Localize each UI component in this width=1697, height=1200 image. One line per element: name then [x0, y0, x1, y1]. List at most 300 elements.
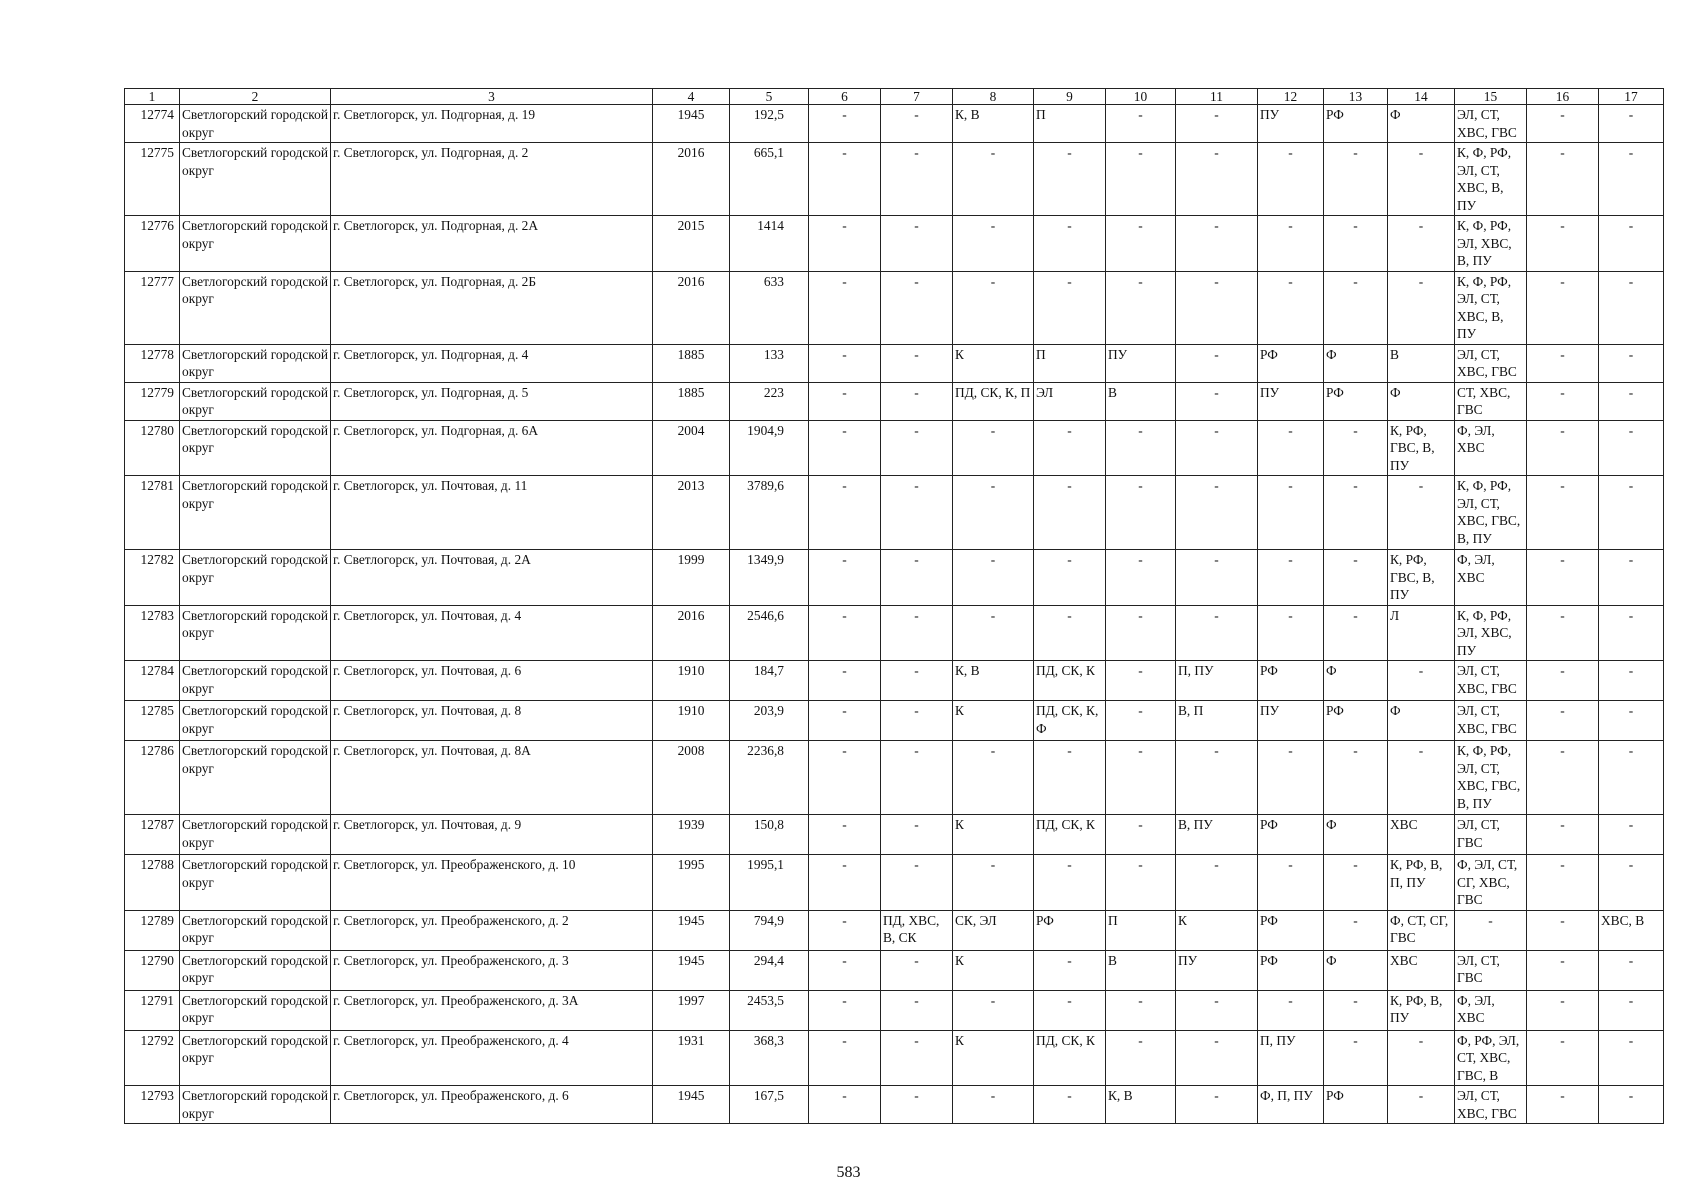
cell-col-16: - — [1527, 420, 1599, 476]
cell-col-1: 12775 — [125, 143, 180, 216]
cell-col-14: - — [1388, 741, 1455, 815]
cell-col-11: - — [1176, 271, 1258, 344]
cell-col-14: К, РФ, ГВС, В, ПУ — [1388, 420, 1455, 476]
cell-col-1: 12793 — [125, 1086, 180, 1124]
cell-col-14: - — [1388, 1030, 1455, 1086]
cell-col-15: К, Ф, РФ, ЭЛ, ХВС, В, ПУ — [1455, 216, 1527, 272]
cell-col-3: г. Светлогорск, ул. Почтовая, д. 6 — [331, 661, 653, 701]
cell-col-11: - — [1176, 550, 1258, 606]
cell-col-15: К, Ф, РФ, ЭЛ, СТ, ХВС, В, ПУ — [1455, 143, 1527, 216]
cell-col-4: 1945 — [653, 950, 730, 990]
cell-col-7: - — [881, 143, 953, 216]
cell-col-17: - — [1599, 105, 1664, 143]
cell-col-13: - — [1324, 741, 1388, 815]
cell-col-1: 12785 — [125, 701, 180, 741]
cell-col-14: К, РФ, ГВС, В, ПУ — [1388, 550, 1455, 606]
cell-col-14: Ф, СТ, СГ, ГВС — [1388, 910, 1455, 950]
table-row — [125, 143, 1664, 216]
cell-col-17: - — [1599, 990, 1664, 1030]
cell-col-10: - — [1106, 143, 1176, 216]
cell-col-17: - — [1599, 216, 1664, 272]
cell-col-16: - — [1527, 990, 1599, 1030]
cell-col-5: 2546,6 — [730, 605, 809, 661]
cell-col-4: 2016 — [653, 143, 730, 216]
cell-col-4: 2008 — [653, 741, 730, 815]
cell-col-6: - — [809, 1030, 881, 1086]
cell-col-5: 133 — [730, 344, 809, 382]
cell-col-16: - — [1527, 701, 1599, 741]
cell-col-8: К, В — [953, 105, 1034, 143]
cell-col-4: 1931 — [653, 1030, 730, 1086]
cell-col-16: - — [1527, 950, 1599, 990]
cell-col-16: - — [1527, 344, 1599, 382]
cell-col-14: Ф — [1388, 105, 1455, 143]
cell-col-12: - — [1258, 990, 1324, 1030]
cell-col-10: - — [1106, 990, 1176, 1030]
cell-col-15: ЭЛ, СТ, ХВС, ГВС — [1455, 344, 1527, 382]
cell-col-16: - — [1527, 1030, 1599, 1086]
cell-col-9: П — [1034, 105, 1106, 143]
cell-col-10: - — [1106, 1030, 1176, 1086]
cell-col-17: - — [1599, 1086, 1664, 1124]
cell-col-3: г. Светлогорск, ул. Подгорная, д. 2Б — [331, 271, 653, 344]
cell-col-4: 1885 — [653, 344, 730, 382]
cell-col-5: 192,5 — [730, 105, 809, 143]
cell-col-3: г. Светлогорск, ул. Почтовая, д. 8А — [331, 741, 653, 815]
cell-col-8: - — [953, 550, 1034, 606]
cell-col-8: К — [953, 1030, 1034, 1086]
cell-col-4: 1885 — [653, 382, 730, 420]
column-number-3: 3 — [331, 89, 653, 105]
cell-col-9: - — [1034, 550, 1106, 606]
cell-col-5: 1995,1 — [730, 855, 809, 911]
cell-col-8: - — [953, 990, 1034, 1030]
column-number-17: 17 — [1599, 89, 1664, 105]
cell-col-1: 12782 — [125, 550, 180, 606]
cell-col-7: - — [881, 476, 953, 550]
column-number-6: 6 — [809, 89, 881, 105]
cell-col-7: - — [881, 216, 953, 272]
cell-col-11: - — [1176, 990, 1258, 1030]
cell-col-12: ПУ — [1258, 105, 1324, 143]
cell-col-12: - — [1258, 550, 1324, 606]
cell-col-7: - — [881, 661, 953, 701]
cell-col-4: 1999 — [653, 550, 730, 606]
cell-col-3: г. Светлогорск, ул. Почтовая, д. 11 — [331, 476, 653, 550]
cell-col-12: ПУ — [1258, 382, 1324, 420]
cell-col-2: Светлогорский городской округ — [180, 1086, 331, 1124]
cell-col-17: - — [1599, 476, 1664, 550]
cell-col-6: - — [809, 105, 881, 143]
cell-col-9: ПД, СК, К, Ф — [1034, 701, 1106, 741]
cell-col-11: К — [1176, 910, 1258, 950]
cell-col-2: Светлогорский городской округ — [180, 741, 331, 815]
housing-table — [124, 88, 1664, 1124]
cell-col-14: - — [1388, 661, 1455, 701]
cell-col-17: ХВС, В — [1599, 910, 1664, 950]
cell-col-9: ПД, СК, К — [1034, 661, 1106, 701]
cell-col-4: 2015 — [653, 216, 730, 272]
cell-col-15: ЭЛ, СТ, ГВС — [1455, 815, 1527, 855]
cell-col-9: - — [1034, 741, 1106, 815]
cell-col-3: г. Светлогорск, ул. Преображенского, д. 3 — [331, 950, 653, 990]
cell-col-2: Светлогорский городской округ — [180, 661, 331, 701]
cell-col-10: ПУ — [1106, 344, 1176, 382]
cell-col-16: - — [1527, 815, 1599, 855]
cell-col-17: - — [1599, 815, 1664, 855]
cell-col-9: - — [1034, 605, 1106, 661]
table-row — [125, 990, 1664, 1030]
cell-col-4: 2013 — [653, 476, 730, 550]
cell-col-7: - — [881, 815, 953, 855]
cell-col-11: В, П — [1176, 701, 1258, 741]
cell-col-16: - — [1527, 105, 1599, 143]
cell-col-4: 1945 — [653, 105, 730, 143]
cell-col-13: - — [1324, 910, 1388, 950]
cell-col-1: 12777 — [125, 271, 180, 344]
cell-col-8: - — [953, 1086, 1034, 1124]
table-row — [125, 476, 1664, 550]
cell-col-11: - — [1176, 143, 1258, 216]
cell-col-9: ПД, СК, К — [1034, 815, 1106, 855]
cell-col-15: СТ, ХВС, ГВС — [1455, 382, 1527, 420]
cell-col-12: Ф, П, ПУ — [1258, 1086, 1324, 1124]
cell-col-2: Светлогорский городской округ — [180, 216, 331, 272]
table-row — [125, 815, 1664, 855]
cell-col-1: 12778 — [125, 344, 180, 382]
cell-col-16: - — [1527, 910, 1599, 950]
cell-col-1: 12790 — [125, 950, 180, 990]
cell-col-6: - — [809, 815, 881, 855]
cell-col-11: ПУ — [1176, 950, 1258, 990]
cell-col-6: - — [809, 216, 881, 272]
cell-col-14: В — [1388, 344, 1455, 382]
cell-col-15: К, Ф, РФ, ЭЛ, ХВС, ПУ — [1455, 605, 1527, 661]
cell-col-9: - — [1034, 420, 1106, 476]
cell-col-11: - — [1176, 105, 1258, 143]
cell-col-1: 12779 — [125, 382, 180, 420]
cell-col-7: - — [881, 1086, 953, 1124]
cell-col-2: Светлогорский городской округ — [180, 344, 331, 382]
cell-col-10: К, В — [1106, 1086, 1176, 1124]
cell-col-2: Светлогорский городской округ — [180, 701, 331, 741]
cell-col-11: - — [1176, 855, 1258, 911]
cell-col-5: 794,9 — [730, 910, 809, 950]
cell-col-17: - — [1599, 741, 1664, 815]
cell-col-14: - — [1388, 1086, 1455, 1124]
cell-col-16: - — [1527, 1086, 1599, 1124]
cell-col-11: - — [1176, 476, 1258, 550]
cell-col-15: ЭЛ, СТ, ХВС, ГВС — [1455, 701, 1527, 741]
column-number-5: 5 — [730, 89, 809, 105]
cell-col-13: - — [1324, 143, 1388, 216]
cell-col-6: - — [809, 420, 881, 476]
table-row — [125, 550, 1664, 606]
cell-col-4: 1910 — [653, 701, 730, 741]
cell-col-5: 1349,9 — [730, 550, 809, 606]
cell-col-15: ЭЛ, СТ, ХВС, ГВС — [1455, 661, 1527, 701]
table-row — [125, 420, 1664, 476]
cell-col-3: г. Светлогорск, ул. Подгорная, д. 2А — [331, 216, 653, 272]
cell-col-9: - — [1034, 1086, 1106, 1124]
cell-col-2: Светлогорский городской округ — [180, 476, 331, 550]
cell-col-16: - — [1527, 855, 1599, 911]
cell-col-4: 1995 — [653, 855, 730, 911]
cell-col-3: г. Светлогорск, ул. Почтовая, д. 8 — [331, 701, 653, 741]
cell-col-7: - — [881, 990, 953, 1030]
cell-col-10: - — [1106, 216, 1176, 272]
cell-col-5: 633 — [730, 271, 809, 344]
cell-col-14: - — [1388, 271, 1455, 344]
cell-col-12: ПУ — [1258, 701, 1324, 741]
cell-col-11: В, ПУ — [1176, 815, 1258, 855]
cell-col-16: - — [1527, 550, 1599, 606]
cell-col-8: - — [953, 216, 1034, 272]
cell-col-12: - — [1258, 143, 1324, 216]
cell-col-9: - — [1034, 990, 1106, 1030]
table-row — [125, 105, 1664, 143]
cell-col-12: РФ — [1258, 344, 1324, 382]
cell-col-4: 2016 — [653, 271, 730, 344]
cell-col-3: г. Светлогорск, ул. Преображенского, д. 2 — [331, 910, 653, 950]
cell-col-8: К, В — [953, 661, 1034, 701]
cell-col-1: 12781 — [125, 476, 180, 550]
cell-col-13: - — [1324, 1030, 1388, 1086]
cell-col-15: ЭЛ, СТ, ГВС — [1455, 950, 1527, 990]
cell-col-12: РФ — [1258, 950, 1324, 990]
cell-col-3: г. Светлогорск, ул. Подгорная, д. 5 — [331, 382, 653, 420]
cell-col-10: - — [1106, 815, 1176, 855]
cell-col-13: Ф — [1324, 661, 1388, 701]
cell-col-6: - — [809, 476, 881, 550]
cell-col-17: - — [1599, 605, 1664, 661]
cell-col-17: - — [1599, 855, 1664, 911]
cell-col-5: 368,3 — [730, 1030, 809, 1086]
cell-col-10: - — [1106, 855, 1176, 911]
cell-col-4: 1997 — [653, 990, 730, 1030]
cell-col-15: К, Ф, РФ, ЭЛ, СТ, ХВС, В, ПУ — [1455, 271, 1527, 344]
cell-col-14: - — [1388, 216, 1455, 272]
cell-col-13: Ф — [1324, 815, 1388, 855]
cell-col-4: 1939 — [653, 815, 730, 855]
cell-col-11: - — [1176, 1086, 1258, 1124]
column-number-11: 11 — [1176, 89, 1258, 105]
cell-col-10: - — [1106, 420, 1176, 476]
cell-col-10: - — [1106, 105, 1176, 143]
cell-col-13: Ф — [1324, 344, 1388, 382]
cell-col-5: 223 — [730, 382, 809, 420]
cell-col-7: - — [881, 550, 953, 606]
cell-col-6: - — [809, 344, 881, 382]
cell-col-13: РФ — [1324, 105, 1388, 143]
cell-col-17: - — [1599, 344, 1664, 382]
cell-col-5: 167,5 — [730, 1086, 809, 1124]
cell-col-3: г. Светлогорск, ул. Подгорная, д. 6А — [331, 420, 653, 476]
cell-col-8: - — [953, 605, 1034, 661]
cell-col-6: - — [809, 661, 881, 701]
column-number-7: 7 — [881, 89, 953, 105]
cell-col-16: - — [1527, 216, 1599, 272]
cell-col-5: 3789,6 — [730, 476, 809, 550]
cell-col-2: Светлогорский городской округ — [180, 420, 331, 476]
cell-col-9: ЭЛ — [1034, 382, 1106, 420]
cell-col-5: 150,8 — [730, 815, 809, 855]
cell-col-15: К, Ф, РФ, ЭЛ, СТ, ХВС, ГВС, В, ПУ — [1455, 476, 1527, 550]
cell-col-17: - — [1599, 1030, 1664, 1086]
cell-col-5: 2453,5 — [730, 990, 809, 1030]
cell-col-2: Светлогорский городской округ — [180, 910, 331, 950]
cell-col-6: - — [809, 1086, 881, 1124]
cell-col-15: К, Ф, РФ, ЭЛ, СТ, ХВС, ГВС, В, ПУ — [1455, 741, 1527, 815]
cell-col-2: Светлогорский городской округ — [180, 271, 331, 344]
cell-col-8: К — [953, 815, 1034, 855]
cell-col-10: В — [1106, 382, 1176, 420]
cell-col-10: - — [1106, 550, 1176, 606]
cell-col-17: - — [1599, 950, 1664, 990]
cell-col-1: 12789 — [125, 910, 180, 950]
table-row — [125, 605, 1664, 661]
column-number-9: 9 — [1034, 89, 1106, 105]
cell-col-2: Светлогорский городской округ — [180, 990, 331, 1030]
cell-col-7: - — [881, 344, 953, 382]
cell-col-1: 12776 — [125, 216, 180, 272]
cell-col-17: - — [1599, 143, 1664, 216]
cell-col-3: г. Светлогорск, ул. Почтовая, д. 4 — [331, 605, 653, 661]
cell-col-5: 2236,8 — [730, 741, 809, 815]
cell-col-11: - — [1176, 382, 1258, 420]
cell-col-12: - — [1258, 216, 1324, 272]
cell-col-1: 12788 — [125, 855, 180, 911]
cell-col-10: - — [1106, 701, 1176, 741]
cell-col-15: Ф, ЭЛ, ХВС — [1455, 420, 1527, 476]
cell-col-5: 184,7 — [730, 661, 809, 701]
cell-col-4: 1945 — [653, 1086, 730, 1124]
column-number-8: 8 — [953, 89, 1034, 105]
cell-col-11: - — [1176, 216, 1258, 272]
cell-col-6: - — [809, 143, 881, 216]
cell-col-6: - — [809, 741, 881, 815]
cell-col-5: 203,9 — [730, 701, 809, 741]
cell-col-11: - — [1176, 1030, 1258, 1086]
cell-col-16: - — [1527, 476, 1599, 550]
table-row — [125, 1030, 1664, 1086]
cell-col-9: П — [1034, 344, 1106, 382]
table-row — [125, 701, 1664, 741]
cell-col-3: г. Светлогорск, ул. Почтовая, д. 9 — [331, 815, 653, 855]
cell-col-14: ХВС — [1388, 815, 1455, 855]
cell-col-4: 2004 — [653, 420, 730, 476]
cell-col-10: - — [1106, 741, 1176, 815]
cell-col-13: РФ — [1324, 701, 1388, 741]
cell-col-8: К — [953, 701, 1034, 741]
cell-col-8: - — [953, 271, 1034, 344]
cell-col-15: ЭЛ, СТ, ХВС, ГВС — [1455, 1086, 1527, 1124]
cell-col-2: Светлогорский городской округ — [180, 855, 331, 911]
column-number-13: 13 — [1324, 89, 1388, 105]
cell-col-6: - — [809, 950, 881, 990]
cell-col-13: - — [1324, 476, 1388, 550]
column-number-15: 15 — [1455, 89, 1527, 105]
column-number-2: 2 — [180, 89, 331, 105]
cell-col-8: - — [953, 420, 1034, 476]
cell-col-17: - — [1599, 661, 1664, 701]
cell-col-13: - — [1324, 855, 1388, 911]
cell-col-1: 12786 — [125, 741, 180, 815]
cell-col-10: - — [1106, 661, 1176, 701]
cell-col-14: - — [1388, 143, 1455, 216]
cell-col-6: - — [809, 382, 881, 420]
table-row — [125, 950, 1664, 990]
cell-col-16: - — [1527, 605, 1599, 661]
cell-col-8: К — [953, 950, 1034, 990]
cell-col-7: - — [881, 701, 953, 741]
cell-col-9: ПД, СК, К — [1034, 1030, 1106, 1086]
cell-col-16: - — [1527, 143, 1599, 216]
cell-col-3: г. Светлогорск, ул. Почтовая, д. 2А — [331, 550, 653, 606]
cell-col-9: - — [1034, 476, 1106, 550]
cell-col-6: - — [809, 910, 881, 950]
cell-col-12: - — [1258, 741, 1324, 815]
page-number: 583 — [836, 1164, 861, 1181]
table-row — [125, 855, 1664, 911]
cell-col-8: К — [953, 344, 1034, 382]
cell-col-5: 1904,9 — [730, 420, 809, 476]
cell-col-6: - — [809, 701, 881, 741]
cell-col-1: 12774 — [125, 105, 180, 143]
cell-col-4: 1945 — [653, 910, 730, 950]
cell-col-2: Светлогорский городской округ — [180, 1030, 331, 1086]
cell-col-1: 12792 — [125, 1030, 180, 1086]
column-number-10: 10 — [1106, 89, 1176, 105]
cell-col-12: - — [1258, 420, 1324, 476]
cell-col-12: - — [1258, 476, 1324, 550]
cell-col-14: К, РФ, В, П, ПУ — [1388, 855, 1455, 911]
table-row — [125, 382, 1664, 420]
cell-col-13: - — [1324, 990, 1388, 1030]
cell-col-11: - — [1176, 741, 1258, 815]
cell-col-3: г. Светлогорск, ул. Подгорная, д. 4 — [331, 344, 653, 382]
cell-col-14: Ф — [1388, 701, 1455, 741]
cell-col-13: РФ — [1324, 1086, 1388, 1124]
cell-col-10: - — [1106, 605, 1176, 661]
cell-col-12: РФ — [1258, 661, 1324, 701]
cell-col-17: - — [1599, 271, 1664, 344]
cell-col-15: Ф, ЭЛ, ХВС — [1455, 990, 1527, 1030]
table-body — [125, 89, 1664, 1124]
cell-col-1: 12791 — [125, 990, 180, 1030]
cell-col-16: - — [1527, 741, 1599, 815]
cell-col-11: П, ПУ — [1176, 661, 1258, 701]
cell-col-15: Ф, РФ, ЭЛ, СТ, ХВС, ГВС, В — [1455, 1030, 1527, 1086]
cell-col-1: 12784 — [125, 661, 180, 701]
cell-col-12: - — [1258, 271, 1324, 344]
cell-col-1: 12783 — [125, 605, 180, 661]
cell-col-16: - — [1527, 382, 1599, 420]
cell-col-7: - — [881, 271, 953, 344]
column-number-row — [125, 89, 1664, 105]
cell-col-5: 665,1 — [730, 143, 809, 216]
cell-col-10: П — [1106, 910, 1176, 950]
cell-col-17: - — [1599, 382, 1664, 420]
column-number-16: 16 — [1527, 89, 1599, 105]
cell-col-17: - — [1599, 701, 1664, 741]
cell-col-1: 12780 — [125, 420, 180, 476]
cell-col-12: РФ — [1258, 910, 1324, 950]
table-row — [125, 741, 1664, 815]
table-row — [125, 216, 1664, 272]
cell-col-12: П, ПУ — [1258, 1030, 1324, 1086]
cell-col-3: г. Светлогорск, ул. Преображенского, д. 6 — [331, 1086, 653, 1124]
